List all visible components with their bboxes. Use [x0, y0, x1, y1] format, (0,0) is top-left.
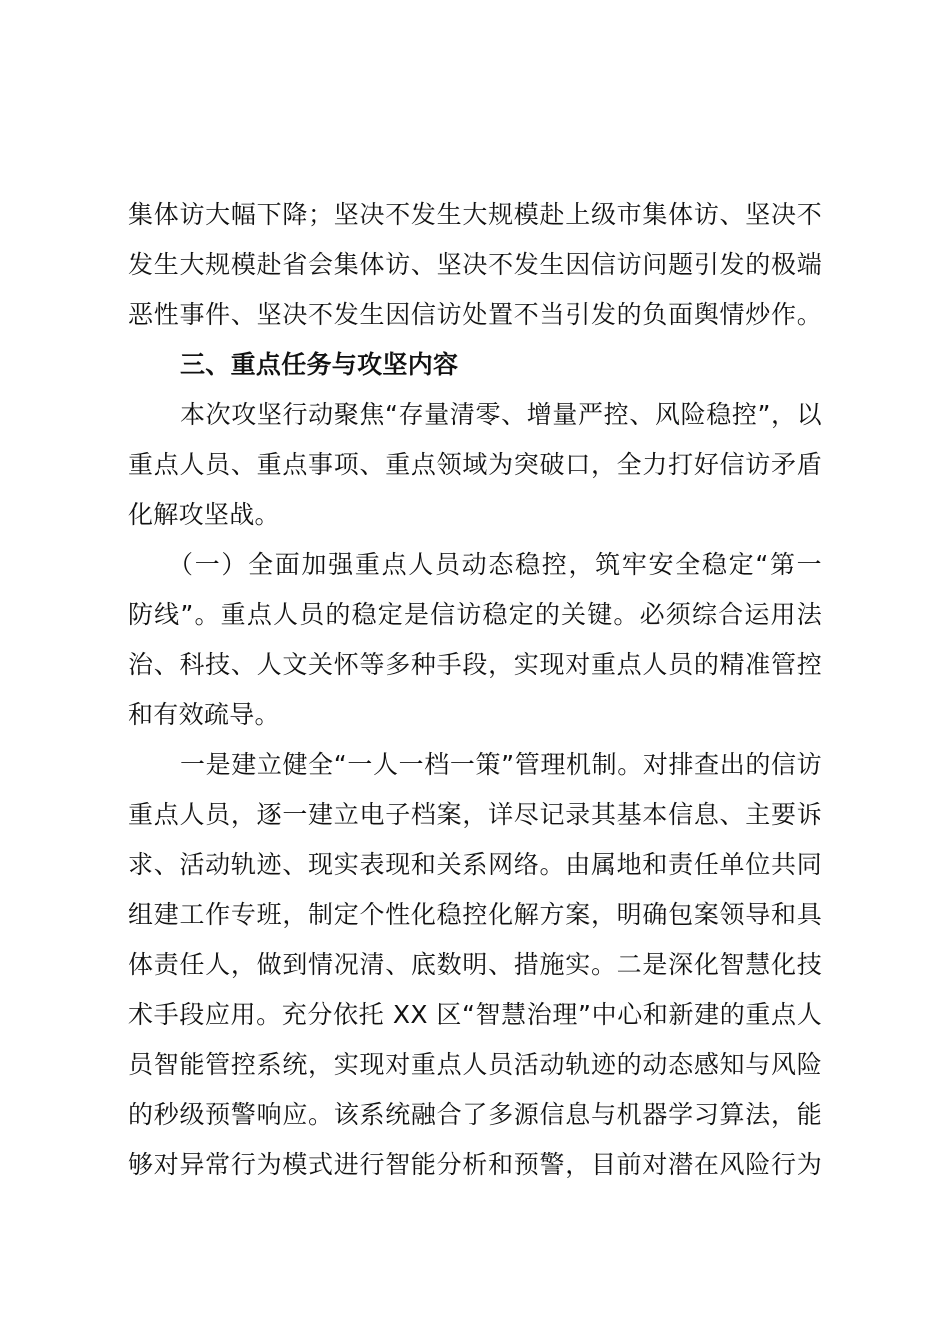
section-heading: 三、重点任务与攻坚内容	[180, 350, 459, 379]
text-line: 术手段应用。充分依托 XX 区“智慧治理”中心和新建的重点人	[128, 1000, 822, 1029]
text-line: 员智能管控系统，实现对重点人员活动轨迹的动态感知与风险	[128, 1050, 822, 1079]
text-line: 求、活动轨迹、现实表现和关系网络。由属地和责任单位共同	[128, 850, 822, 879]
text-line: 本次攻坚行动聚焦“存量清零、增量严控、风险稳控”，以	[180, 400, 822, 429]
text-line: 体责任人，做到情况清、底数明、措施实。二是深化智慧化技	[128, 950, 822, 979]
text-line: 集体访大幅下降；坚决不发生大规模赴上级市集体访、坚决不	[128, 200, 822, 229]
paragraph-subsection-1	[128, 540, 822, 740]
text-line: 发生大规模赴省会集体访、坚决不发生因信访问题引发的极端	[128, 250, 822, 279]
text-line: 重点人员，逐一建立电子档案，详尽记录其基本信息、主要诉	[128, 800, 822, 829]
text-line: 恶性事件、坚决不发生因信访处置不当引发的负面舆情炒作。	[128, 300, 822, 329]
text-line: 够对异常行为模式进行智能分析和预警，目前对潜在风险行为	[128, 1150, 822, 1179]
text-line: 和有效疏导。	[128, 700, 280, 729]
text-line: 化解攻坚战。	[128, 500, 280, 529]
text-line: 治、科技、人文关怀等多种手段，实现对重点人员的精准管控	[128, 650, 822, 679]
text-line: 组建工作专班，制定个性化稳控化解方案，明确包案领导和具	[128, 900, 822, 929]
text-line: （一）全面加强重点人员动态稳控，筑牢安全稳定“第一	[168, 550, 822, 579]
text-line: 一是建立健全“一人一档一策”管理机制。对排查出的信访	[180, 750, 822, 779]
document-page	[128, 190, 822, 1190]
paragraph-intro	[128, 390, 822, 540]
text-line: 防线”。重点人员的稳定是信访稳定的关键。必须综合运用法	[128, 600, 822, 629]
paragraph-measures	[128, 740, 822, 1190]
paragraph-targets-continued	[128, 190, 822, 340]
text-line: 重点人员、重点事项、重点领域为突破口，全力打好信访矛盾	[128, 450, 822, 479]
text-line: 的秒级预警响应。该系统融合了多源信息与机器学习算法，能	[128, 1100, 822, 1129]
